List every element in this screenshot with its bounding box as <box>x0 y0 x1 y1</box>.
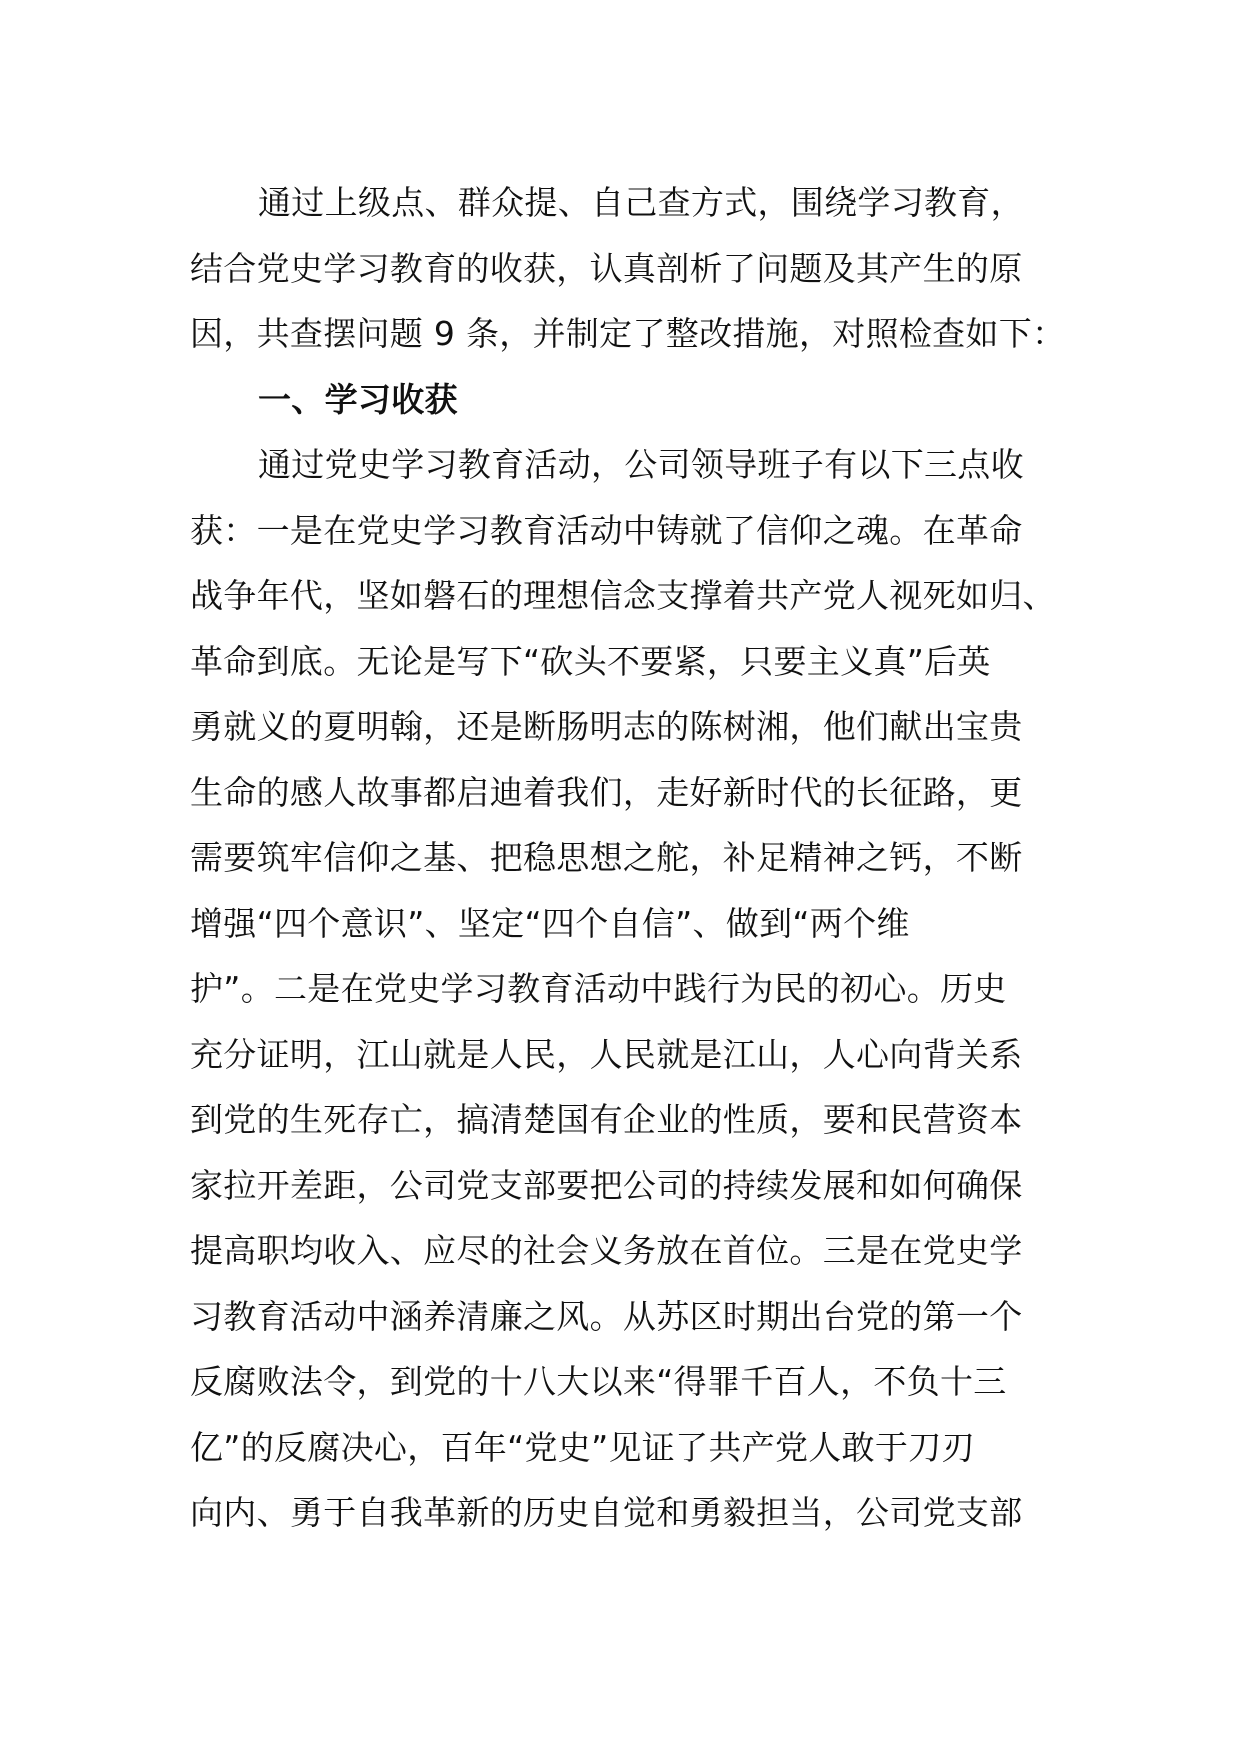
body-line: 护”。二是在党史学习教育活动中践行为民的初心。历史 <box>190 969 1007 1008</box>
body-line: 提高职均收入、应尽的社会义务放在首位。三是在党史学 <box>190 1231 1023 1270</box>
intro-line: 通过上级点、群众提、自己查方式，围绕学习教育， <box>258 183 1024 222</box>
body-line: 到党的生死存亡，搞清楚国有企业的性质，要和民营资本 <box>190 1100 1023 1139</box>
body-line: 充分证明，江山就是人民，人民就是江山，人心向背关系 <box>190 1034 1023 1074</box>
body-line: 习教育活动中涵养清廉之风。从苏区时期出台党的第一个 <box>190 1296 1023 1336</box>
body-line: 战争年代，坚如磐石的理想信念支撑着共产党人视死如归、 <box>190 576 1056 615</box>
body-line: 需要筑牢信仰之基、把稳思想之舵，补足精神之钙，不断 <box>190 838 1023 877</box>
body-line: 家拉开差距，公司党支部要把公司的持续发展和如何确保 <box>190 1165 1023 1205</box>
body-line: 革命到底。无论是写下“砍头不要紧，只要主义真”后英 <box>190 641 991 681</box>
body-line: 向内、勇于自我革新的历史自觉和勇毅担当，公司党支部 <box>190 1493 1023 1532</box>
document-body <box>190 170 1070 1546</box>
intro-line: 结合党史学习教育的收获，认真剖析了问题及其产生的原 <box>190 248 1023 288</box>
body-line: 亿”的反腐决心，百年“党史”见证了共产党人敢于刀刃 <box>190 1427 975 1467</box>
body-line: 增强“四个意识”、坚定“四个自信”、做到“两个维 <box>190 903 910 943</box>
body-line: 勇就义的夏明翰，还是断肠明志的陈树湘，他们献出宝贵 <box>190 707 1023 746</box>
body-line: 通过党史学习教育活动，公司领导班子有以下三点收 <box>258 445 1024 484</box>
body-line: 生命的感人故事都启迪着我们，走好新时代的长征路，更 <box>190 772 1023 812</box>
body-line: 获：一是在党史学习教育活动中铸就了信仰之魂。在革命 <box>190 510 1023 550</box>
intro-line: 因，共查摆问题 9 条，并制定了整改措施，对照检查如下： <box>190 314 1066 353</box>
body-line: 反腐败法令，到党的十八大以来“得罪千百人，不负十三 <box>190 1362 1007 1401</box>
section-heading: 一、学习收获 <box>258 379 458 419</box>
